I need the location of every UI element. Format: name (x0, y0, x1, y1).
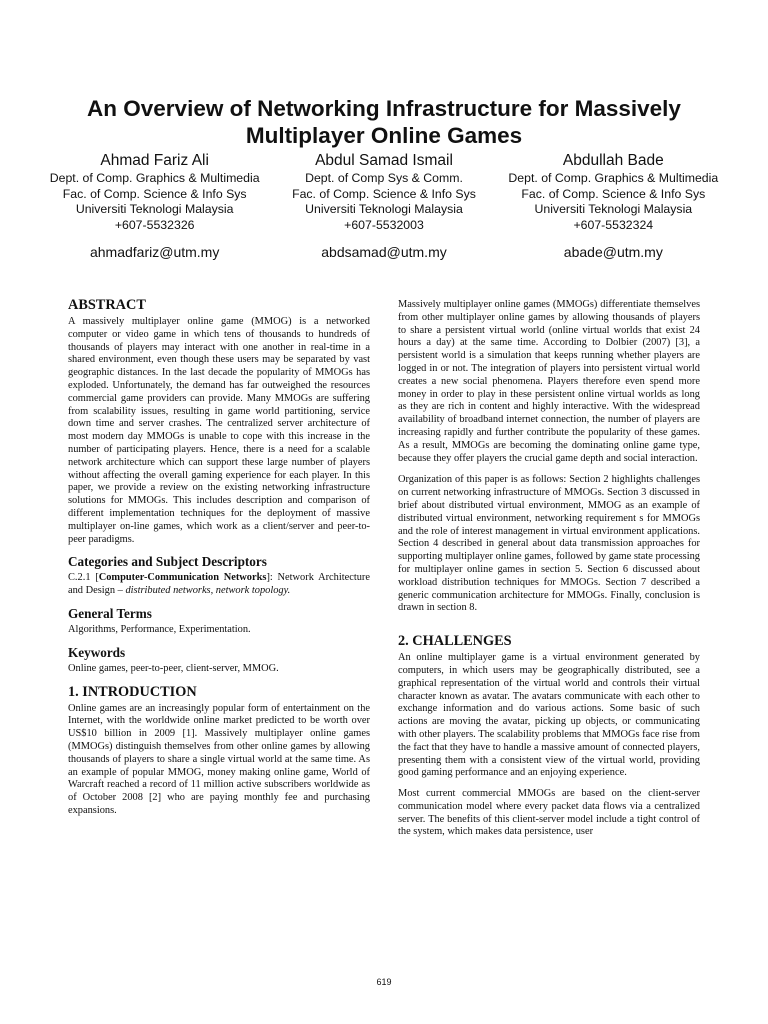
keywords-heading: Keywords (68, 644, 126, 660)
right-column (398, 299, 700, 839)
introduction-text: Online games are an increasingly popular form of entertainment on the Internet, with the worldwide online market predicted to be worth over US$10 billion in 2009 [1]. Massively multiplayer online games (MMOGs) distinguish themselves from other online games by allowing thousands of players to share a single virtual world at the same time. As an example of popular MMOG, money making online game, World of Warcraft reached a record of 11 million active subscribers worldwide as of October 2008 [2] who are paying monthly fee and purchasing expansions. (68, 702, 370, 816)
author-university: Universiti Teknologi Malaysia (534, 202, 693, 216)
author-name: Abdul Samad Ismail (315, 152, 453, 169)
author-university: Universiti Teknologi Malaysia (75, 202, 234, 216)
general-terms-text: Algorithms, Performance, Experimentation. (68, 623, 251, 635)
author-1 (40, 150, 269, 262)
author-dept: Dept. of Comp. Graphics & Multimedia (49, 171, 260, 185)
author-phone: +607-5532324 (573, 217, 654, 232)
author-dept: Dept. of Comp Sys & Comm. (305, 171, 463, 185)
abstract-text: A massively multiplayer online game (MMOG) is a networked computer or video game in which tens of thousands to hundreds of thousands of players may interact with one another in real-time in a shared environment, even though these users may be separated by vast geographic distances. In the last decade the popularity of MMOGs has exploded. Unfortunately, the demand has far outweighed the resources commercial game providers can provide. Many MMOGs are suffering from scalability issues, resulting in game world partitioning, service down time and server crashes. The centralized server architecture of most modern day MMOGs is unable to cope with this increase in the number of participating players. Hence, there is a need for a scalable network architecture which can support these large number of players without affecting the overall gaming experience for each player. In this paper, we provide a review on the existing networking infrastructure solutions for MMOGs. This includes description and comparison of different implementation techniques for the deployment of massive multiplayer on-line games, which work as a client/server and peer-to-peer paradigms. (68, 316, 370, 545)
categories-code: C.2.1 (68, 572, 91, 584)
challenges-text-2: Most current commercial MMOGs are based on the client-server communication model where every packet data flows via a centralized server. The benefits of this client-server model include a tight control of the system, which makes data persistence, user (398, 788, 700, 838)
challenges-text-1: An online multiplayer game is a virtual environment generated by computers, in which users may be geographically distributed, see a graphical representation of the virtual world and controls their virtual character known as avatar. The avatars communicate with each other to exchange information and do various actions. Some basic of such actions are moving the avatar, picking up objects, or communicating with other players. The scalability problems that MMOGs face rise from the fact that they have to handle a massive amount of connected players, presenting them with a consistent view of the virtual world, providing good gaming performance and an enjoying experience. (398, 652, 700, 779)
left-column (68, 297, 370, 818)
author-phone: +607-5532326 (114, 217, 195, 232)
title-line-2: Multiplayer Online Games (245, 123, 523, 148)
categories-bold: Computer-Communication Networks (98, 572, 267, 584)
paper-title (40, 95, 728, 149)
author-3 (499, 150, 728, 262)
author-phone: +607-5532003 (344, 217, 424, 232)
author-dept: Dept. of Comp. Graphics & Multimedia (508, 171, 719, 185)
author-faculty: Fac. of Comp. Science & Info Sys (62, 186, 247, 201)
author-2 (269, 150, 498, 262)
author-university: Universiti Teknologi Malaysia (305, 202, 463, 216)
author-faculty: Fac. of Comp. Science & Info Sys (521, 186, 706, 201)
page-number: 619 (376, 977, 392, 987)
categories-italic: distributed networks, network topology. (125, 585, 291, 597)
author-faculty: Fac. of Comp. Science & Info Sys (292, 186, 476, 201)
challenges-heading: 2. CHALLENGES (398, 633, 512, 650)
introduction-heading: 1. INTRODUCTION (68, 683, 197, 700)
categories-text: C.2.1 [Computer-Communication Networks]: Network Architecture and Design – distributed networks, network topology. (68, 572, 370, 597)
author-name: Abdullah Bade (562, 152, 664, 169)
title-line-1: An Overview of Networking Infrastructure for Massively (87, 96, 681, 121)
keywords-text: Online games, peer-to-peer, client-server, MMOG. (68, 662, 279, 674)
author-email[interactable]: abdsamad@utm.my (321, 244, 447, 260)
organization-text: Organization of this paper is as follows: Section 2 highlights challenges on current networking infrastructure of MMOGs. Section 3 discussed in brief about distributed virtual environment, MMOG as an example of distributed virtual environment, networking requirement s for MMOGs and the role of interest management in virtual environment applications. Section 4 described in general about data transmission approaches for supporting multiplayer online games, followed by game state processing for multiplayer online games in section 5. Section 6 discussed about workload distribution techniques for MMOGs. Section 7 described a generic communication architecture for MMOGs. Finally, conclusion is drawn in section 8. (398, 474, 700, 614)
categories-heading: Categories and Subject Descriptors (68, 554, 267, 570)
author-name: Ahmad Fariz Ali (100, 152, 209, 169)
abstract-heading: ABSTRACT (68, 297, 146, 313)
categories-mid: Network Architecture and Design – (68, 572, 370, 597)
intro-continued-text: Massively multiplayer online games (MMOGs) differentiate themselves from other multiplayer online games by allowing thousands of players to share a persistent virtual world (online virtual worlds that exist 24 hours a day) at the same time. According to Dolbier (2007) [3], a persistent world is a simulation that keeps running whether players are logged in or not. The integration of players into persistent virtual world creates a new social phenomena. Players therefore even spend more money in order to play in these persistent online virtual worlds as long as they are rich in content and highly interactive. With the widespread availability of broadband internet connection, the number of players are increasing rapidly and further contribute the popularity of these games. As a result, MMOGs are becoming the dominating online game type, because they offer players the crucial game depth and social interaction. (398, 299, 700, 464)
general-terms-heading: General Terms (68, 605, 152, 621)
author-email[interactable]: ahmadfariz@utm.my (89, 244, 220, 260)
author-email[interactable]: abade@utm.my (563, 244, 663, 260)
author-block (40, 150, 728, 262)
